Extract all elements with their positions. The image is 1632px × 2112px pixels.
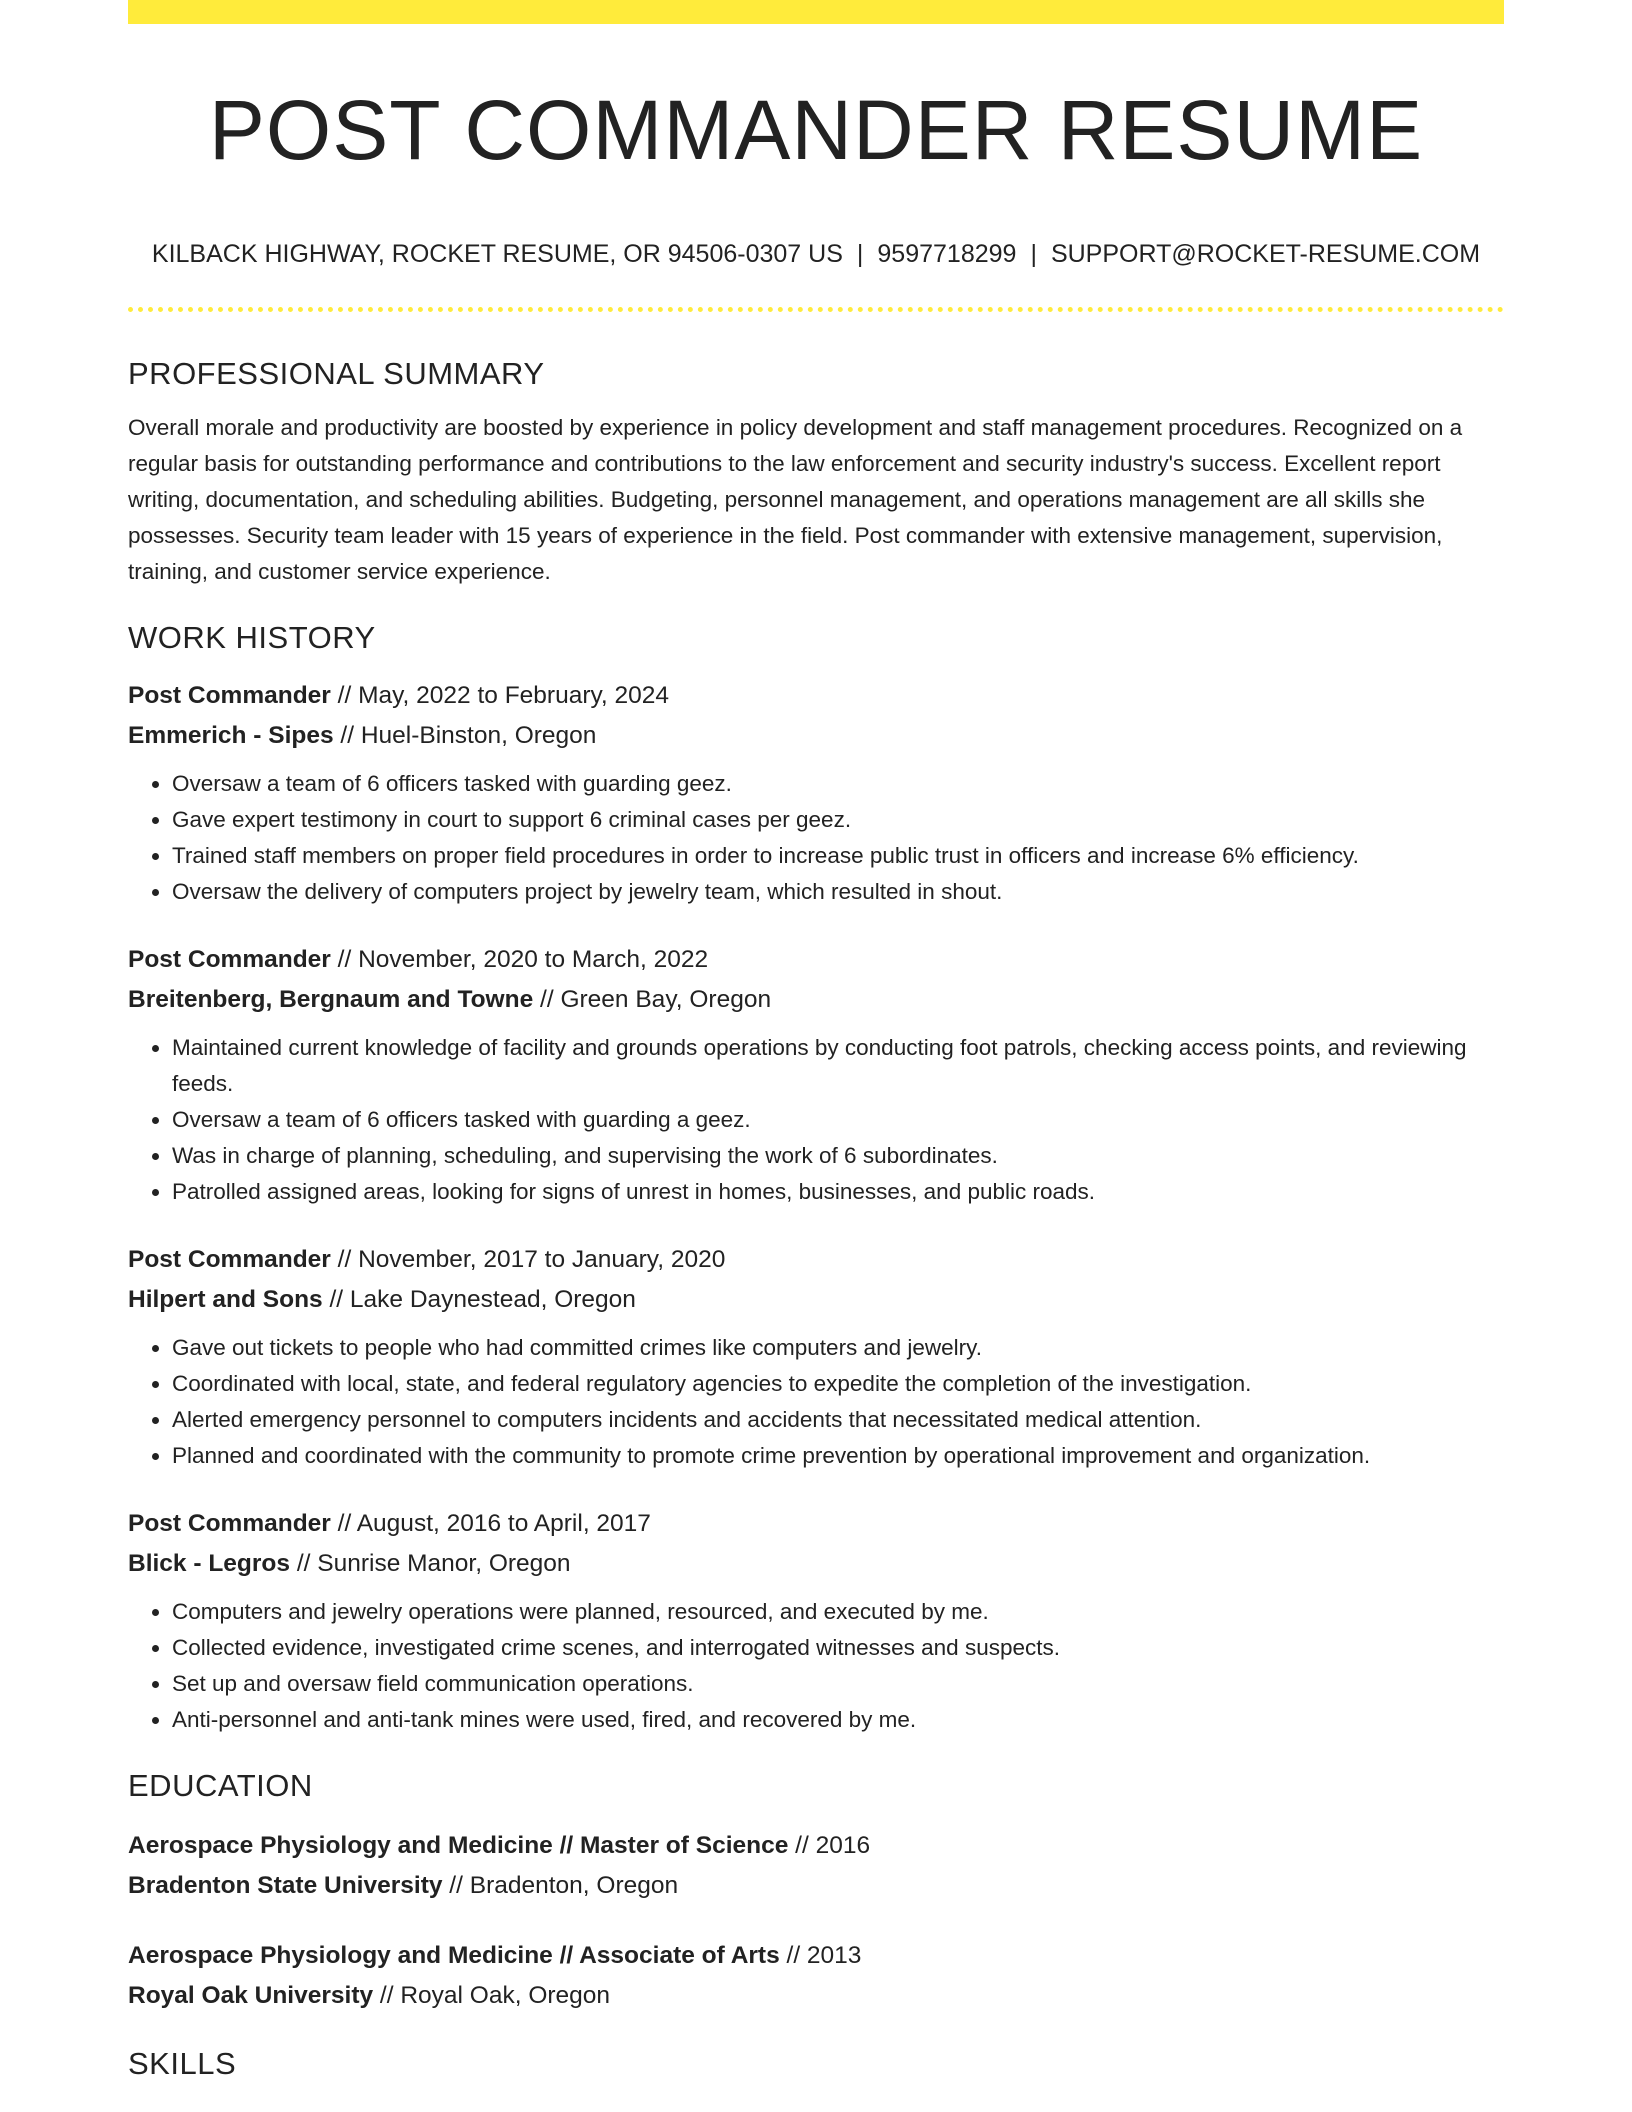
education-year: // 2013 (779, 1942, 862, 1969)
job-bullets (128, 766, 1504, 910)
contact-phone: 9597718299 (877, 240, 1017, 268)
job-title: Post Commander (128, 946, 331, 973)
job-location: // Lake Daynestead, Oregon (322, 1286, 636, 1313)
contact-email: SUPPORT@ROCKET-RESUME.COM (1050, 240, 1481, 268)
job-bullets (128, 1594, 1504, 1738)
education-heading: EDUCATION (128, 1768, 313, 1803)
job-bullet: • Maintained current knowledge of facility and grounds operations by conducting foot patrols, checking access points, and reviewing feeds. (172, 1030, 1504, 1102)
education-school-line (128, 1866, 1504, 1906)
education-degree-line (128, 1826, 1504, 1866)
education-degree: Aerospace Physiology and Medicine // Master of Science (128, 1832, 789, 1859)
job-location: // Huel-Binston, Oregon (333, 722, 597, 749)
contact-line (128, 236, 1504, 272)
job-company: Hilpert and Sons (128, 1286, 323, 1313)
job-entry (128, 676, 1504, 910)
job-company: Blick - Legros (128, 1550, 291, 1577)
job-dates: // August, 2016 to April, 2017 (330, 1510, 651, 1537)
job-title-line (128, 940, 1504, 980)
education-school: Royal Oak University (128, 1982, 374, 2009)
job-bullet: • Collected evidence, investigated crime scenes, and interrogated witnesses and suspects. (172, 1630, 1504, 1666)
job-bullet: • Patrolled assigned areas, looking for signs of unrest in homes, businesses, and public roads. (172, 1174, 1504, 1210)
job-dates: // November, 2017 to January, 2020 (330, 1246, 726, 1273)
job-bullet: • Planned and coordinated with the community to promote crime prevention by operational improvement and organization. (172, 1438, 1504, 1474)
job-bullet: • Computers and jewelry operations were planned, resourced, and executed by me. (172, 1594, 1504, 1630)
job-entry (128, 1504, 1504, 1738)
job-bullet: • Oversaw the delivery of computers project by jewelry team, which resulted in shout. (172, 874, 1504, 910)
education-degree-line (128, 1936, 1504, 1976)
education-location: // Royal Oak, Oregon (373, 1982, 611, 2009)
job-location: // Sunrise Manor, Oregon (290, 1550, 571, 1577)
dotted-divider (128, 307, 1504, 312)
job-bullet: • Oversaw a team of 6 officers tasked with guarding a geez. (172, 1102, 1504, 1138)
education-year: // 2016 (788, 1832, 871, 1859)
accent-bar (128, 0, 1504, 24)
work-history-section (128, 616, 1504, 1738)
job-bullets (128, 1030, 1504, 1210)
education-entry (128, 1826, 1504, 1906)
job-dates: // May, 2022 to February, 2024 (330, 682, 670, 709)
resume-title: POST COMMANDER RESUME (208, 83, 1424, 177)
job-bullet: • Gave out tickets to people who had committed crimes like computers and jewelry. (172, 1330, 1504, 1366)
work-history-heading: WORK HISTORY (128, 620, 376, 655)
education-school: Bradenton State University (128, 1872, 443, 1899)
job-bullet: • Set up and oversaw field communication operations. (172, 1666, 1504, 1702)
job-title-line (128, 1240, 1504, 1280)
job-bullet: • Trained staff members on proper field procedures in order to increase public trust in officers and increase 6% efficiency. (172, 838, 1504, 874)
skills-section (128, 2042, 1504, 2086)
job-title-line (128, 1504, 1504, 1544)
contact-address: KILBACK HIGHWAY, ROCKET RESUME, OR 94506-0307 US (151, 240, 843, 268)
summary-text: Overall morale and productivity are boosted by experience in policy development and staff management procedures. Recognized on a regular basis for outstanding performance and contributions to the law enforcement and security industry's success. Excellent report writing, documentation, and scheduling abilities. Budgeting, personnel management, and operations management are all skills she possesses. Security team leader with 15 years of experience in the field. Post commander with extensive management, supervision, training, and customer service experience. (128, 415, 1463, 584)
job-bullet: • Was in charge of planning, scheduling, and supervising the work of 6 subordinates. (172, 1138, 1504, 1174)
job-entry (128, 1240, 1504, 1474)
job-location: // Green Bay, Oregon (533, 986, 772, 1013)
contact-separator: | (856, 240, 864, 268)
job-bullet: • Anti-personnel and anti-tank mines were used, fired, and recovered by me. (172, 1702, 1504, 1738)
job-bullet: • Gave expert testimony in court to support 6 criminal cases per geez. (172, 802, 1504, 838)
education-section (128, 1764, 1504, 2016)
job-entry (128, 940, 1504, 1210)
skills-heading: SKILLS (128, 2046, 237, 2081)
education-degree: Aerospace Physiology and Medicine // Associate of Arts (128, 1942, 780, 1969)
job-title-line (128, 676, 1504, 716)
job-company-line (128, 1544, 1504, 1584)
job-title: Post Commander (128, 682, 331, 709)
job-company: Breitenberg, Bergnaum and Towne (128, 986, 534, 1013)
job-bullet: • Coordinated with local, state, and federal regulatory agencies to expedite the completion of the investigation. (172, 1366, 1504, 1402)
job-dates: // November, 2020 to March, 2022 (330, 946, 709, 973)
education-entry (128, 1936, 1504, 2016)
job-bullet: • Oversaw a team of 6 officers tasked with guarding geez. (172, 766, 1504, 802)
job-company-line (128, 1280, 1504, 1320)
job-title: Post Commander (128, 1246, 331, 1273)
summary-heading: PROFESSIONAL SUMMARY (128, 356, 545, 391)
job-company-line (128, 716, 1504, 756)
education-location: // Bradenton, Oregon (442, 1872, 679, 1899)
job-company-line (128, 980, 1504, 1020)
job-company: Emmerich - Sipes (128, 722, 334, 749)
resume-content (128, 352, 1504, 2086)
job-bullet: • Alerted emergency personnel to computers incidents and accidents that necessitated medical attention. (172, 1402, 1504, 1438)
job-title: Post Commander (128, 1510, 331, 1537)
job-bullets (128, 1330, 1504, 1474)
contact-separator: | (1030, 240, 1037, 268)
education-school-line (128, 1976, 1504, 2016)
